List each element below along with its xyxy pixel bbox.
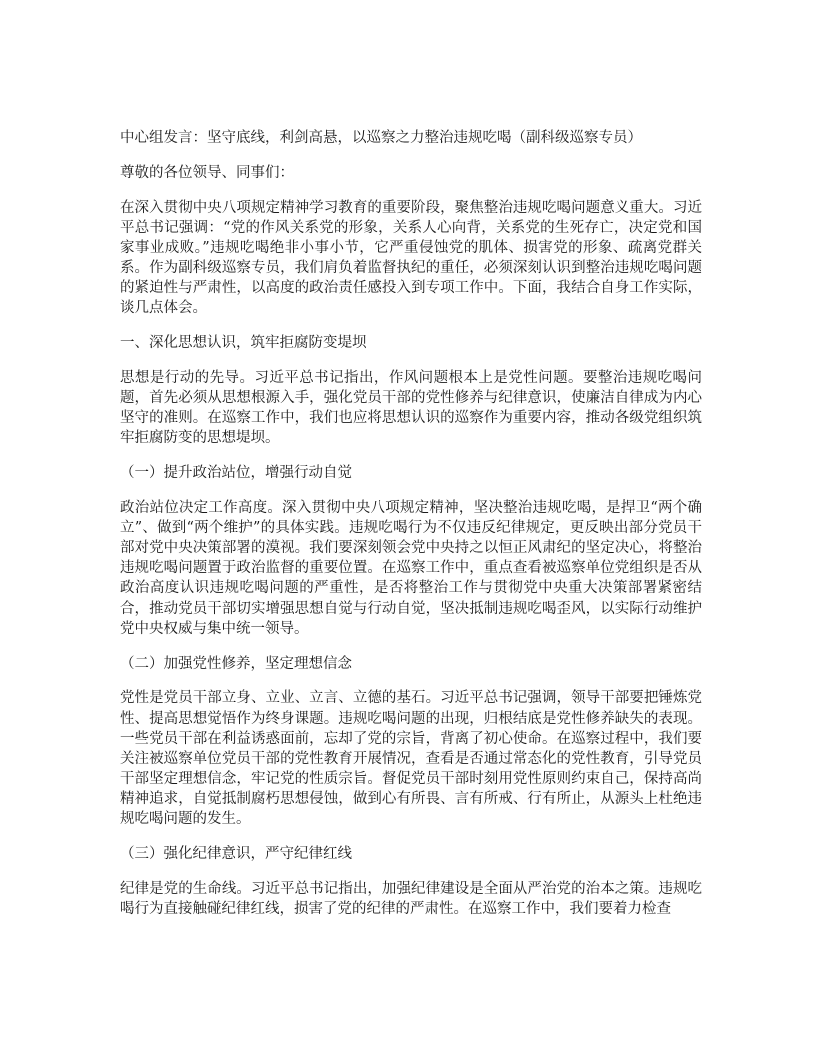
paragraph-section-1: 思想是行动的先导。习近平总书记指出，作风问题根本上是党性问题。要整治违规吃喝问题，首先必须从思想根源入手，强化党员干部的党性修养与纪律意识，使廉洁自律成为内心坚守的准则。在巡察工作中，我们也应将思想认识的巡察作为重要内容，推动各级党组织筑牢拒腐防变的思想堤坝。	[120, 370, 702, 447]
section-heading-1: 一、深化思想认识，筑牢拒腐防变堤坝	[120, 335, 367, 352]
paragraph-subsection-3: 纪律是党的生命线。习近平总书记指出，加强纪律建设是全面从严治党的治本之策。违规吃喝行为直接触碰纪律红线，损害了党的纪律的严肃性。在巡察工作中，我们要着力检查	[120, 880, 702, 917]
document-page	[120, 128, 702, 934]
subsection-heading-3: （三）强化纪律意识，严守纪律红线	[120, 845, 352, 862]
subsection-heading-1: （一）提升政治站位，增强行动自觉	[120, 465, 352, 482]
paragraph-subsection-2: 党性是党员干部立身、立业、立言、立德的基石。习近平总书记强调，领导干部要把锤炼党性、提高思想觉悟作为终身课题。违规吃喝问题的出现，归根结底是党性修养缺失的表现。一些党员干部在利益诱惑面前，忘却了党的宗旨，背离了初心使命。在巡察过程中，我们要关注被巡察单位党员干部的党性教育开展情况，查看是否通过常态化的党性教育，引导党员干部坚定理想信念，牢记党的性质宗旨。督促党员干部时刻用党性原则约束自己，保持高尚精神追求，自觉抵制腐朽思想侵蚀，做到心有所畏、言有所戒、行有所止，从源头上杜绝违规吃喝问题的发生。	[120, 690, 702, 827]
paragraph-subsection-1: 政治站位决定工作高度。深入贯彻中央八项规定精神，坚决整治违规吃喝，是捍卫“两个确立”、做到“两个维护”的具体实践。违规吃喝行为不仅违反纪律规定，更反映出部分党员干部对党中央决策部署的漠视。我们要深刻领会党中央持之以恒正风肃纪的坚定决心，将整治违规吃喝问题置于政治监督的重要位置。在巡察工作中，重点查看被巡察单位党组织是否从政治高度认识违规吃喝问题的严重性，是否将整治工作与贯彻党中央重大决策部署紧密结合，推动党员干部切实增强思想自觉与行动自觉，坚决抵制违规吃喝歪风，以实际行动维护党中央权威与集中统一领导。	[120, 500, 702, 637]
subsection-heading-2: （二）加强党性修养，坚定理想信念	[120, 655, 352, 672]
salutation: 尊敬的各位领导、同事们：	[120, 164, 294, 181]
document-title: 中心组发言：坚守底线，利剑高悬，以巡察之力整治违规吃喝（副科级巡察专员）	[120, 130, 642, 146]
paragraph-intro: 在深入贯彻中央八项规定精神学习教育的重要阶段，聚焦整治违规吃喝问题意义重大。习近平总书记强调：“党的作风关系党的形象，关系人心向背，关系党的生死存亡，决定党和国家事业成败。”违规吃喝绝非小事小节，它严重侵蚀党的肌体、损害党的形象、疏离党群关系。作为副科级巡察专员，我们肩负着监督执纪的重任，必须深刻认识到整治违规吃喝问题的紧迫性与严肃性，以高度的政治责任感投入到专项工作中。下面，我结合自身工作实际，谈几点体会。	[120, 199, 702, 317]
